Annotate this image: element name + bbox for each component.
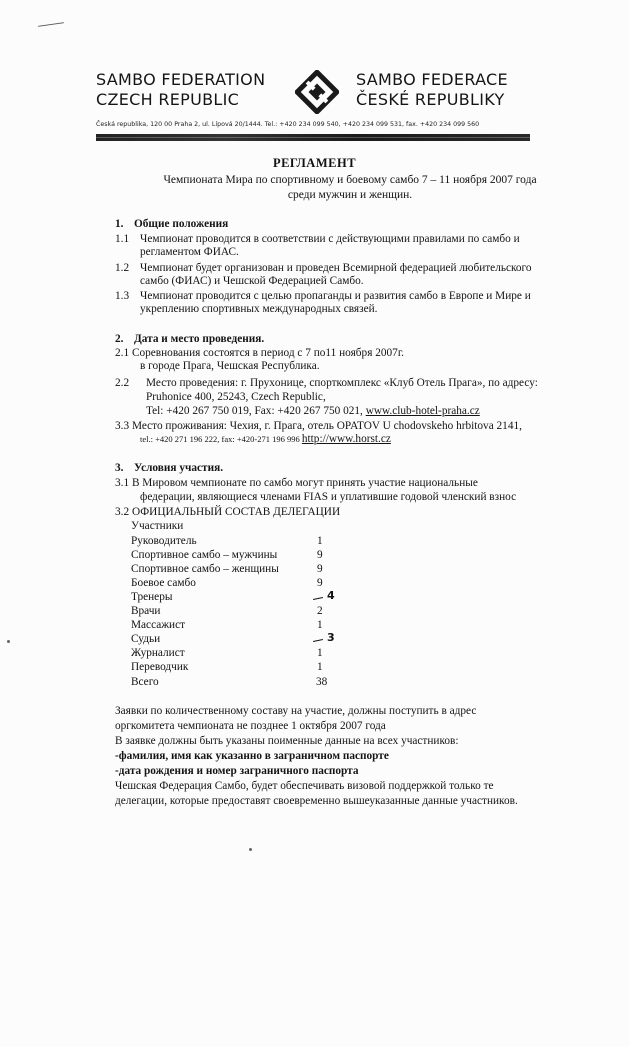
org-name-en-line1: SAMBO FEDERATION [96, 70, 266, 89]
delegation-role: Боевое самбо [131, 577, 196, 589]
item-1-2-line-2: самбо (ФИАС) и Чешской Федерацией Самбо. [140, 275, 364, 287]
delegation-count: 1 [317, 661, 323, 673]
handwritten-strike [313, 597, 323, 600]
footer-paragraph-1-line-1: Заявки по количественному составу на участие, должны поступить в адрес [115, 705, 477, 717]
contact-phones: Tel: +420 267 750 019, Fax: +420 267 750 021, [146, 405, 366, 417]
item-1-3-line-2: укреплению спортивных международных связей. [140, 303, 378, 315]
delegation-role: Спортивное самбо – женщины [131, 563, 279, 575]
delegation-role: Руководитель [131, 535, 197, 547]
item-3-3-accommodation-line-2 [140, 433, 391, 446]
section-3-heading: Условия участия. [134, 462, 224, 474]
handwritten-strike [313, 639, 323, 642]
org-name-en-line2: CZECH REPUBLIC [96, 90, 240, 109]
footer-paragraph-2: В заявке должны быть указаны поименные данные на всех участников: [115, 735, 459, 747]
footer-requirement-1: -фамилия, имя как указанно в заграничном паспорте [115, 750, 389, 762]
item-2-2-line-1: Место проведения: г. Пруxонице, спорткомплекс «Клуб Отель Прага», по адресу: [146, 377, 538, 389]
footer-paragraph-5-line-1: Чешская Федерация Самбо, будет обеспечивать визовой поддержкой только те [115, 780, 494, 792]
item-1-1-line-1: Чемпионат проводится в соответствии с действующими правилами по самбо и [140, 233, 520, 245]
delegation-count: 9 [317, 577, 323, 589]
subtitle-line-2: среди мужчин и женщин. [287, 189, 413, 201]
delegation-role: Всего [131, 676, 159, 688]
delegation-count: 1 [317, 647, 323, 659]
section-2-heading: Дата и место проведения. [134, 333, 265, 345]
org-name-cz-line2: ČESKÉ REPUBLIKY [356, 90, 505, 109]
section-1-number: 1. [115, 218, 124, 230]
footer-paragraph-1-line-2: оргкомитета чемпионата не позднее 1 октября 2007 года [115, 720, 386, 732]
letterhead-czech [356, 70, 508, 110]
hotel-phones: tel.: +420 271 196 222, fax: +420-271 196 996 [140, 434, 302, 444]
delegation-total: 38 [316, 676, 328, 688]
section-2-number: 2. [115, 333, 124, 345]
item-2-2-line-2: Pruhonice 400, 25243, Czech Republic, [146, 391, 326, 403]
section-3-number: 3. [115, 462, 124, 474]
item-1-1-line-2: регламентом ФИАС. [140, 246, 239, 258]
document-title: РЕГЛАМЕНТ [272, 156, 357, 170]
item-1-2-line-1: Чемпионат будет организован и проведен Всемирной федерацией любительского [140, 262, 532, 274]
delegation-count: 1 [317, 535, 323, 547]
handwritten-count: 3 [327, 631, 335, 644]
letterhead-divider [96, 134, 530, 141]
item-3-2-heading: 3.2 ОФИЦИАЛЬНЫЙ СОСТАВ ДЕЛЕГАЦИИ [115, 506, 341, 518]
delegation-role: Переводчик [131, 661, 189, 673]
federation-logo-icon [295, 70, 339, 114]
subtitle-line-1: Чемпионата Мира по спортивному и боевому самбо 7 – 11 ноября 2007 года [163, 174, 537, 186]
item-3-1-line-1: 3.1 В Мировом чемпионате по самбо могут принять участие национальные [115, 477, 478, 489]
item-3-3-accommodation-line-1: 3.3 Место проживания: Чехия, г. Прага, отель OPATOV U chodovskeho hrbitova 2141, [115, 420, 522, 432]
footer-paragraph-5-line-2: делегации, которые предоставят своевременно вышеуказанные данные участников. [115, 795, 518, 807]
document-subtitle [140, 173, 560, 203]
delegation-count: 2 [317, 605, 323, 617]
club-hotel-link[interactable]: www.club-hotel-praha.cz [365, 405, 480, 417]
letterhead-address: Česká republika, 120 00 Praha 2, ul. Lípová 20/1444. Tel.: +420 234 099 540, +420 234 099 531, fax. +420 234 099 560 [96, 121, 480, 128]
item-3-1-line-2: федерации, являющиеся членами FIAS и уплатившие годовой членский взнос [140, 491, 517, 503]
handwritten-count: 4 [327, 589, 335, 602]
item-2-2-line-3 [146, 405, 480, 418]
hotel-link[interactable]: http://www.horst.cz [301, 433, 391, 445]
delegation-count: 9 [317, 549, 323, 561]
scan-mark [38, 22, 64, 27]
letterhead-english [96, 70, 265, 110]
scan-dot [249, 848, 252, 851]
item-1-1-number: 1.1 [115, 233, 130, 245]
delegation-role: Журналист [131, 647, 185, 659]
item-2-1-line-2: в городе Прага, Чешская Республика. [140, 360, 320, 372]
delegation-role: Тренеры [131, 591, 173, 603]
delegation-role: Спортивное самбо – мужчины [131, 549, 278, 561]
footer-requirement-2: -дата рождения и номер заграничного паспорта [115, 765, 359, 777]
scan-dot [7, 640, 10, 643]
delegation-role: Врачи [131, 605, 161, 617]
delegation-count: 9 [317, 563, 323, 575]
delegation-role: Судьи [131, 633, 161, 645]
delegation-role: Массажист [131, 619, 186, 631]
participants-label: Участники [131, 520, 184, 532]
item-1-3-number: 1.3 [115, 290, 130, 302]
section-1-heading: Общие положения [134, 218, 229, 230]
item-1-2-number: 1.2 [115, 262, 130, 274]
item-2-1-line-1: 2.1 Соревнования состоятся в период с 7 по11 ноября 2007г. [115, 347, 404, 359]
org-name-cz-line1: SAMBO FEDERACE [356, 70, 508, 89]
delegation-count: 1 [317, 619, 323, 631]
item-1-3-line-1: Чемпионат проводится с целью пропаганды и развития самбо в Европе и Мире и [140, 290, 531, 302]
item-2-2-number: 2.2 [115, 377, 130, 389]
